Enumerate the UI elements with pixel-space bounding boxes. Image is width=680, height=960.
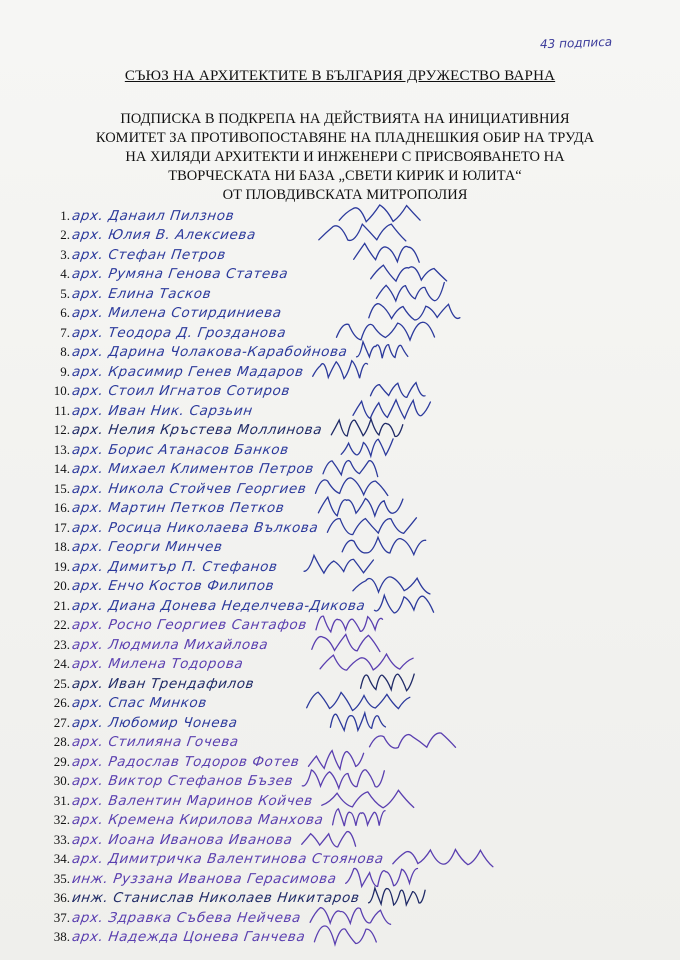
signatory-number: 19. xyxy=(53,558,70,574)
signatory-name: арх. Енчо Костов Филипов xyxy=(70,578,276,594)
signatory-number: 20. xyxy=(53,578,70,593)
organization-title xyxy=(0,68,680,85)
signatory-name: арх. Нелия Кръстева Моллинова xyxy=(70,422,324,438)
signatory-number: 15. xyxy=(53,480,70,496)
signatory-number: 29. xyxy=(53,753,70,769)
signatory-name: арх. Любомир Чонева xyxy=(70,714,239,731)
signatory-row xyxy=(50,887,670,907)
signatory-name: арх. Никола Стойчев Георгиев xyxy=(70,480,308,497)
signatory-row xyxy=(50,575,670,595)
signatory-number: 18. xyxy=(53,539,70,554)
signatory-name: арх. Надежда Цонева Ганчева xyxy=(70,929,307,945)
signatory-number: 9. xyxy=(60,363,70,379)
signatory-number: 4. xyxy=(60,266,70,281)
signatory-number: 37. xyxy=(53,909,70,925)
signatory-number: 30. xyxy=(53,773,70,788)
signatory-name: арх. Диана Донева Неделчева-Дикова xyxy=(70,597,367,614)
signatory-name: арх. Кремена Кирилова Манхова xyxy=(70,812,325,828)
signatory-row xyxy=(50,906,670,926)
signatory-name: арх. Дарина Чолакова-Карабойнова xyxy=(70,344,349,360)
signatory-number: 26. xyxy=(53,695,70,710)
signatory-name: арх. Теодора Д. Грозданова xyxy=(70,324,288,341)
signatory-name: арх. Стефан Петров xyxy=(70,246,227,263)
signatory-row xyxy=(50,594,670,614)
signatory-name: инж. Руззана Иванова Герасимова xyxy=(70,870,338,887)
signatory-number: 5. xyxy=(60,285,70,301)
signatory-number: 27. xyxy=(53,714,70,730)
signatory-number: 10. xyxy=(53,383,70,398)
signatory-name: арх. Борис Атанасов Банков xyxy=(70,441,290,458)
signatory-row xyxy=(50,848,670,868)
signatory-list xyxy=(50,204,670,945)
signatory-number: 23. xyxy=(53,636,70,652)
signatory-row xyxy=(50,360,670,380)
signatory-row xyxy=(50,633,670,653)
signatory-row xyxy=(50,731,670,751)
signatory-name: арх. Стилияна Гочева xyxy=(70,734,240,750)
signatory-row xyxy=(50,302,670,322)
signatory-row xyxy=(50,750,670,770)
signatory-number: 38. xyxy=(53,929,70,944)
signatory-name: арх. Милена Тодорова xyxy=(70,656,245,672)
signatory-name: арх. Георги Минчев xyxy=(70,539,224,555)
signatory-name: арх. Людмила Михайлова xyxy=(70,636,270,653)
signatory-name: арх. Виктор Стефанов Бъзев xyxy=(70,773,295,789)
signatory-row xyxy=(50,477,670,497)
signatory-row xyxy=(50,399,670,419)
signatory-name: арх. Спас Минков xyxy=(70,695,208,711)
signatory-number: 2. xyxy=(60,227,70,242)
signatory-name: арх. Мартин Петков Петков xyxy=(70,500,286,516)
signatory-number: 12. xyxy=(53,422,70,437)
signatory-row xyxy=(50,692,670,712)
signatory-row xyxy=(50,789,670,809)
signatory-row xyxy=(50,809,670,829)
signatory-row xyxy=(50,867,670,887)
subtitle-line: НА ХИЛЯДИ АРХИТЕКТИ И ИНЖЕНЕРИ С ПРИСВОЯВАНЕТО НА xyxy=(125,149,565,165)
signature-count-note: 43 подписа xyxy=(539,34,613,52)
signatory-row xyxy=(50,497,670,517)
signatory-row xyxy=(50,555,670,575)
signatory-name: арх. Здравка Събева Нейчева xyxy=(70,909,303,926)
signatory-row xyxy=(50,282,670,302)
signatory-number: 13. xyxy=(53,441,70,457)
signatory-name: арх. Иван Ник. Сарзьин xyxy=(70,402,254,419)
signatory-number: 16. xyxy=(53,500,70,515)
signatory-name: арх. Росно Георгиев Сантафов xyxy=(70,617,309,633)
signatory-row xyxy=(50,711,670,731)
signatory-row xyxy=(50,224,670,244)
signatory-name: арх. Данаил Пилзнов xyxy=(70,207,236,224)
subtitle-line: ТВОРЧЕСКАТА НИ БАЗА „СВЕТИ КИРИК И ЮЛИТА“ xyxy=(168,168,522,184)
signatory-number: 1. xyxy=(60,207,70,223)
signatory-number: 36. xyxy=(53,890,70,905)
signatory-name: арх. Стоил Игнатов Сотиров xyxy=(70,383,292,399)
signatory-name: арх. Валентин Маринов Койчев xyxy=(70,792,314,809)
signatory-number: 11. xyxy=(54,402,70,418)
signatory-row xyxy=(50,653,670,673)
signatory-row xyxy=(50,458,670,478)
signatory-number: 34. xyxy=(53,851,70,866)
signatory-name: инж. Станислав Николаев Никитаров xyxy=(70,890,361,906)
signatory-row xyxy=(50,263,670,283)
signatory-number: 3. xyxy=(60,246,70,262)
signatory-name: арх. Румяна Генова Статева xyxy=(70,266,290,282)
signatory-name: арх. Росица Николаева Вълкова xyxy=(70,519,320,536)
signatory-row xyxy=(50,672,670,692)
signatory-row xyxy=(50,419,670,439)
signatory-number: 17. xyxy=(53,519,70,535)
subtitle-line: КОМИТЕТ ЗА ПРОТИВОПОСТАВЯНЕ НА ПЛАДНЕШКИЯ ОБИР НА ТРУДА xyxy=(95,130,595,146)
organization-title-text: СЪЮЗ НА АРХИТЕКТИТЕ В БЪЛГАРИЯ ДРУЖЕСТВО ВАРНА xyxy=(124,68,556,84)
signatory-number: 22. xyxy=(53,617,70,632)
signatory-number: 32. xyxy=(53,812,70,827)
signatory-row xyxy=(50,536,670,556)
signatory-row xyxy=(50,614,670,634)
signatory-row xyxy=(50,380,670,400)
signatory-number: 14. xyxy=(53,461,70,476)
signatory-name: арх. Милена Сотирдиниева xyxy=(70,305,283,321)
signatory-name: арх. Радослав Тодоров Фотев xyxy=(70,753,301,770)
signatory-number: 21. xyxy=(53,597,70,613)
signatory-name: арх. Димитричка Валентинова Стоянова xyxy=(70,851,385,867)
signatory-row xyxy=(50,321,670,341)
signatory-name: арх. Димитър П. Стефанов xyxy=(70,558,279,575)
signatory-name: арх. Елина Тасков xyxy=(70,285,213,302)
signatory-name: арх. Красимир Генев Мадаров xyxy=(70,363,305,380)
signatory-number: 31. xyxy=(53,792,70,808)
signatory-number: 6. xyxy=(60,305,70,320)
signatory-number: 8. xyxy=(60,344,70,359)
signatory-number: 7. xyxy=(60,324,70,340)
signatory-row xyxy=(50,341,670,361)
signatory-row xyxy=(50,926,670,946)
petition-subtitle xyxy=(60,110,630,205)
signatory-name: арх. Иван Трендафилов xyxy=(70,675,256,692)
signatory-number: 33. xyxy=(53,831,70,847)
signatory-number: 24. xyxy=(53,656,70,671)
signatory-row xyxy=(50,828,670,848)
signatory-name: арх. Иоана Иванова Иванова xyxy=(70,831,294,848)
signatory-name: арх. Юлия В. Алексиева xyxy=(70,227,258,243)
subtitle-line: ПОДПИСКА В ПОДКРЕПА НА ДЕЙСТВИЯТА НА ИНИЦИАТИВНИЯ xyxy=(120,111,570,127)
subtitle-line: ОТ ПЛОВДИВСКАТА МИТРОПОЛИЯ xyxy=(222,187,468,203)
signatory-number: 28. xyxy=(53,734,70,749)
signatory-number: 25. xyxy=(53,675,70,691)
signatory-row xyxy=(50,204,670,224)
signatory-name: арх. Михаел Климентов Петров xyxy=(70,461,316,477)
signatory-row xyxy=(50,770,670,790)
signatory-number: 35. xyxy=(53,870,70,886)
signatory-row xyxy=(50,243,670,263)
signatory-row xyxy=(50,516,670,536)
signatory-row xyxy=(50,438,670,458)
